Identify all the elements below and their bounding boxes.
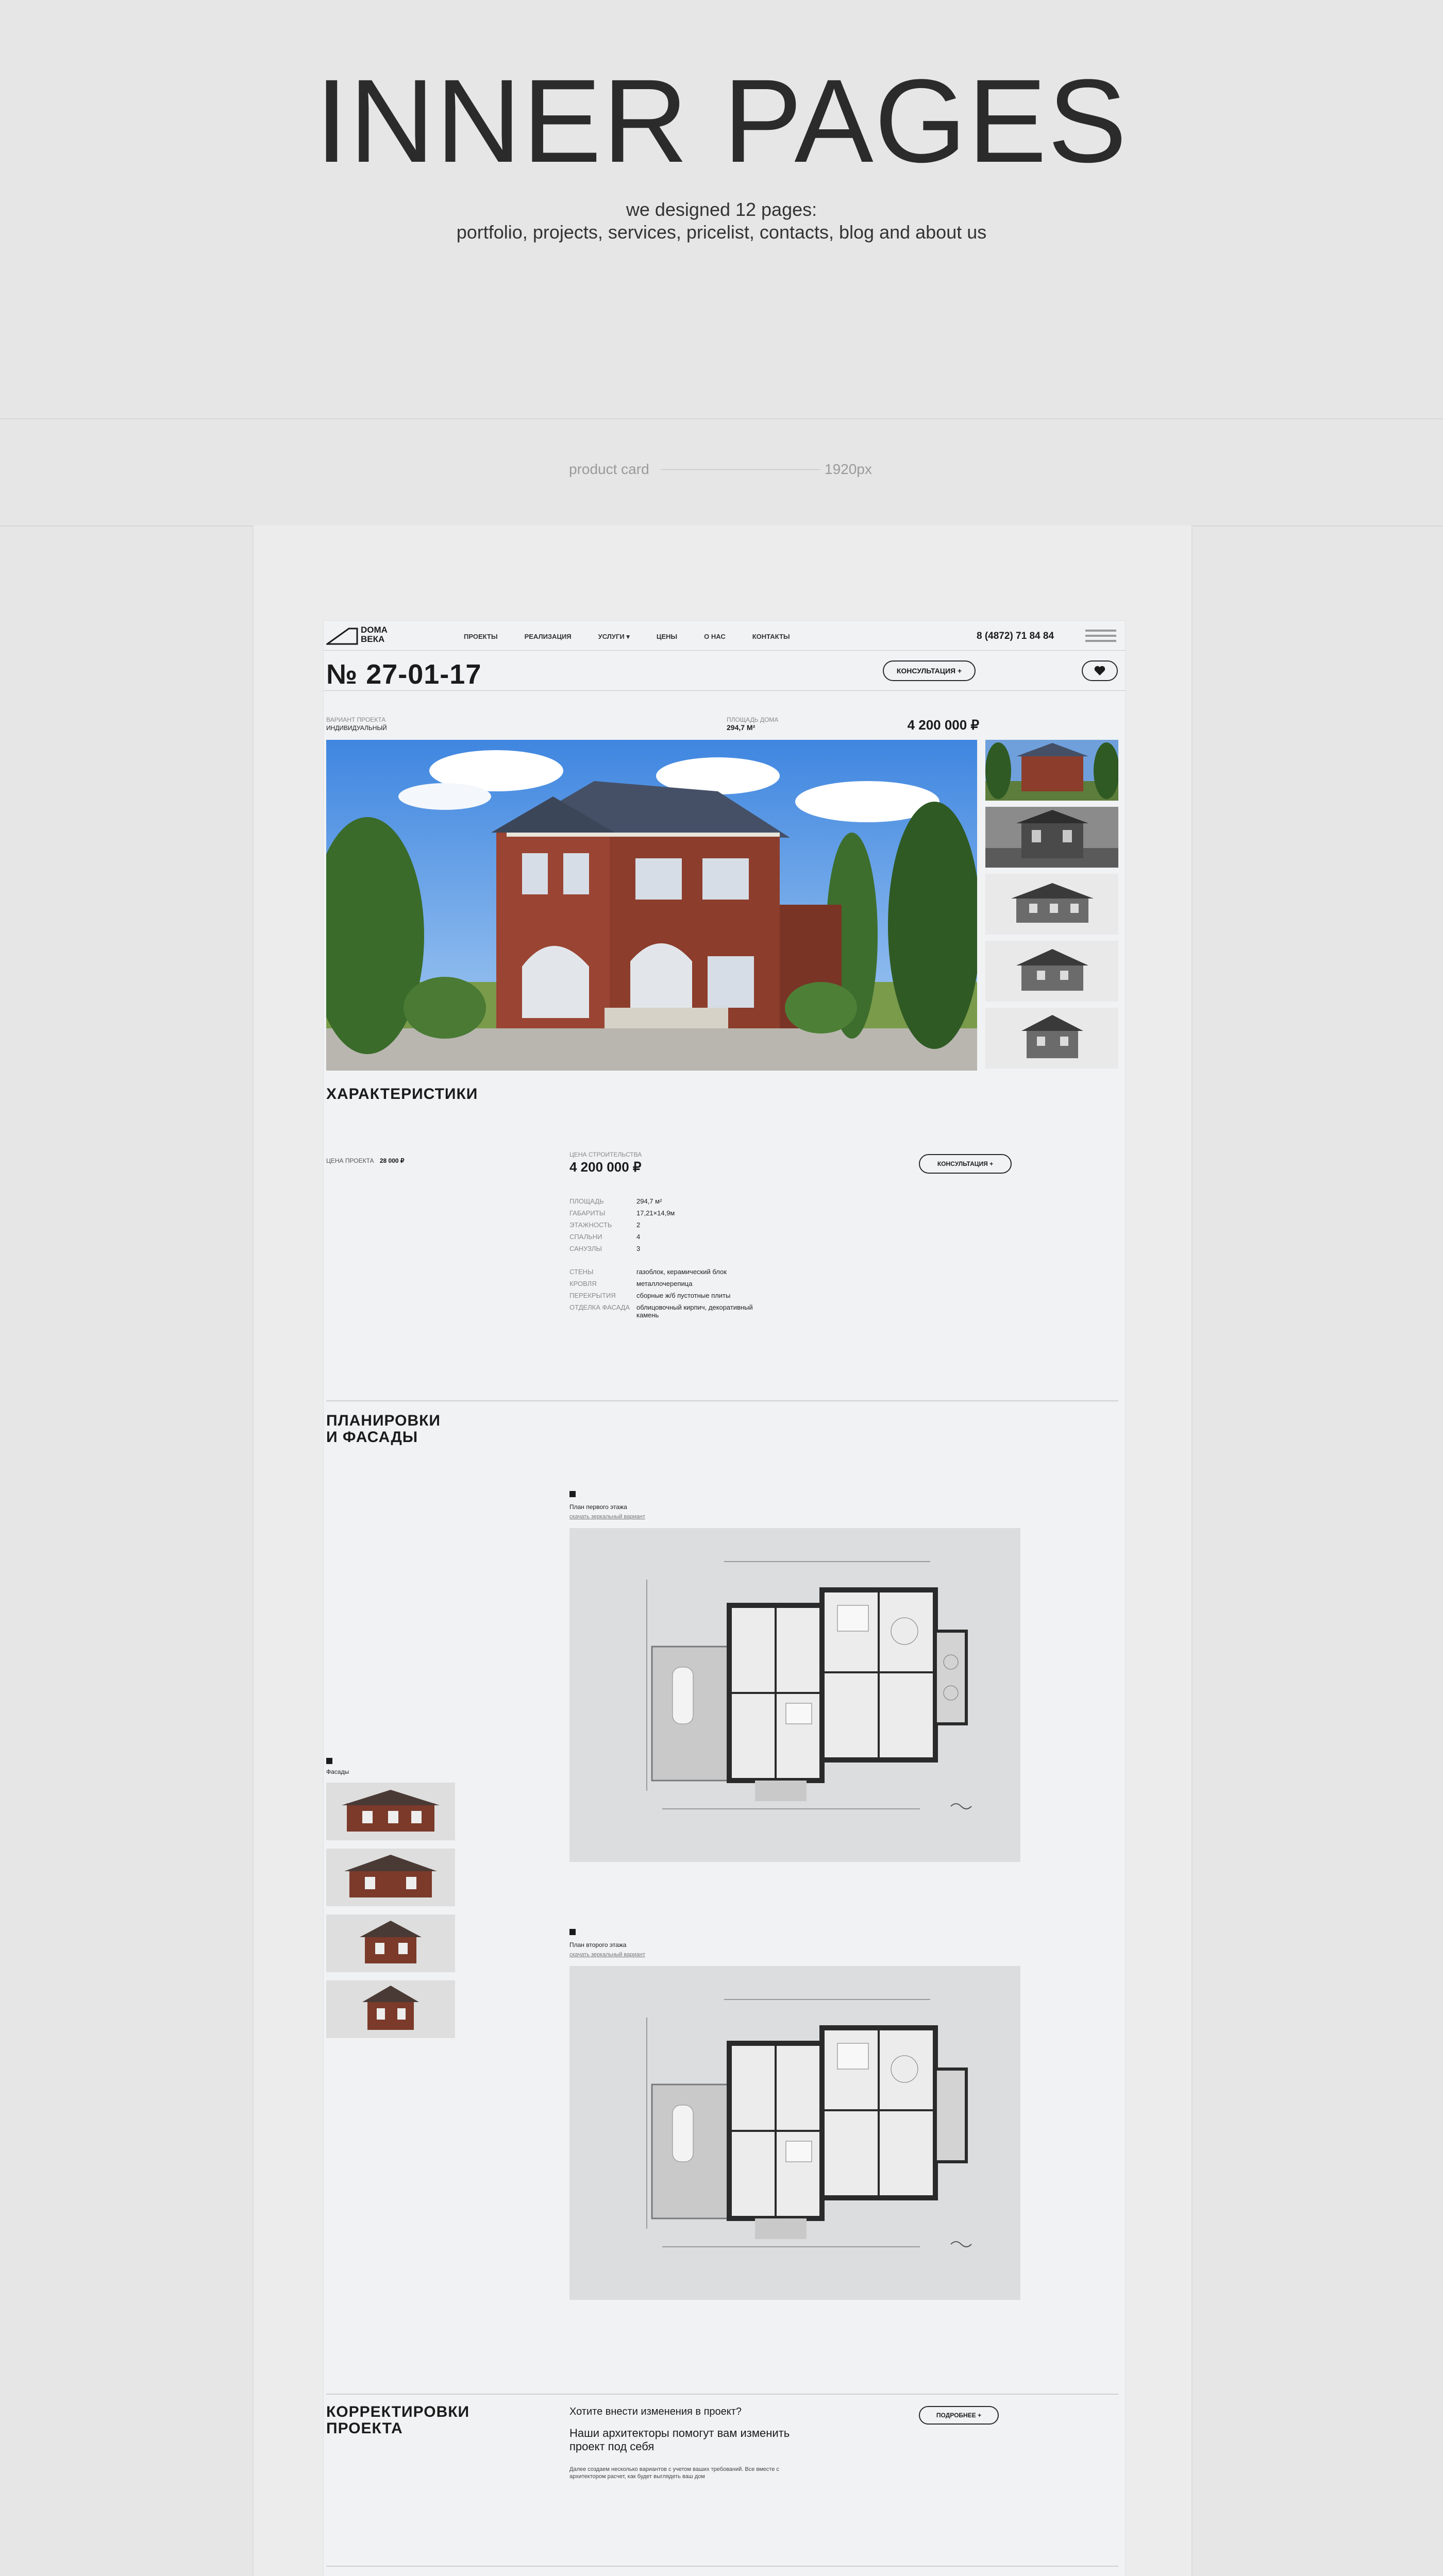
main-house-photo[interactable] — [326, 740, 977, 1071]
characteristics-title: ХАРАКТЕРИСТИКИ — [326, 1086, 478, 1103]
project-number: № 27-01-17 — [326, 659, 482, 690]
section-label-line — [661, 469, 820, 470]
spec-key: КРОВЛЯ — [569, 1280, 597, 1287]
spec-row — [569, 1197, 827, 1205]
corrections-text: Далее создаем несколько вариантов с учетом ваших требований. Все вместе с архитектором расчет, как будет выглядеть ваш дом — [569, 2466, 779, 2480]
thumb-facade-icon — [985, 874, 1118, 935]
spec-row — [569, 1303, 827, 1319]
consult-button[interactable]: КОНСУЛЬТАЦИЯ + — [883, 660, 976, 681]
spec-key: ОТДЕЛКА ФАСАДА — [569, 1303, 630, 1311]
plan1-bullet-icon — [569, 1491, 576, 1497]
floor-plan-drawing-icon — [569, 1528, 1020, 1862]
plan2-mirror-link[interactable]: скачать зеркальный вариант — [569, 1952, 645, 1958]
corrections-title-line-1: КОРРЕКТИРОВКИ — [326, 2403, 470, 2420]
spec-value: 2 — [636, 1221, 641, 1229]
facades-bullet-icon — [326, 1758, 332, 1764]
thumb-render-icon — [985, 740, 1118, 801]
variant-label: ВАРИАНТ ПРОЕКТА — [326, 716, 386, 723]
facade-thumb-3[interactable] — [326, 1914, 455, 1972]
nav-item-realization[interactable]: РЕАЛИЗАЦИЯ — [524, 633, 572, 640]
facade-render-icon — [326, 1914, 455, 1972]
section-label-right: 1920px — [825, 461, 872, 477]
nav-item-projects[interactable]: ПРОЕКТЫ — [464, 633, 498, 640]
facades-label: Фасады — [326, 1768, 349, 1775]
corrections-more-button[interactable]: ПОДРОБНЕЕ + — [919, 2406, 999, 2425]
nav-item-prices[interactable]: ЦЕНЫ — [656, 633, 678, 640]
spec-value: 294,7 м² — [636, 1197, 662, 1205]
spec-key: СТЕНЫ — [569, 1268, 594, 1276]
consult-button-2[interactable]: КОНСУЛЬТАЦИЯ + — [919, 1154, 1012, 1174]
thumb-facade-icon — [985, 1008, 1118, 1069]
main-nav — [464, 633, 790, 641]
floor-plan-2[interactable] — [569, 1966, 1020, 2300]
spec-row — [569, 1280, 827, 1287]
corrections-title — [326, 2404, 469, 2437]
plans-title-line-2: И ФАСАДЫ — [326, 1429, 418, 1446]
spec-key: ПЕРЕКРЫТИЯ — [569, 1292, 616, 1299]
spec-value: 3 — [636, 1245, 641, 1252]
spec-key: СПАЛЬНИ — [569, 1233, 602, 1241]
spec-row — [569, 1209, 827, 1217]
header-divider — [324, 650, 1125, 651]
hero-subtitle-line-1: we designed 12 pages: — [626, 199, 817, 220]
spec-row — [569, 1268, 827, 1276]
house-render-image — [326, 740, 977, 1071]
divider — [0, 418, 1443, 419]
thumbnail-strip — [985, 740, 1118, 1069]
project-price-label-text: ЦЕНА ПРОЕКТА — [326, 1157, 374, 1164]
corrections-question: Хотите внести изменения в проект? — [569, 2406, 742, 2417]
menu-burger-icon[interactable] — [1085, 630, 1116, 643]
spec-row — [569, 1221, 827, 1229]
spec-row — [569, 1233, 827, 1241]
title-divider — [324, 690, 1125, 691]
specs-list — [569, 1197, 827, 1319]
area-label: ПЛОЩАДЬ ДОМА — [727, 716, 779, 723]
spec-value: газоблок, керамический блок — [636, 1268, 727, 1276]
thumbnail-1[interactable] — [985, 740, 1118, 801]
thumbnail-5[interactable] — [985, 1008, 1118, 1069]
variant-value: ИНДИВИДУАЛЬНЫЙ — [326, 724, 387, 732]
hero-title: INNER PAGES — [315, 55, 1128, 187]
section-divider — [326, 2394, 1118, 2395]
header-phone[interactable]: 8 (4872) 71 84 84 — [977, 631, 1054, 641]
thumb-render-icon — [985, 807, 1118, 868]
thumbnail-4[interactable] — [985, 941, 1118, 1002]
logo-text: DOMA ВЕКА — [361, 625, 388, 644]
floor-plan-1[interactable] — [569, 1528, 1020, 1862]
project-price-value: 28 000 ₽ — [379, 1157, 405, 1164]
spec-value: облицовочный кирпич, декоративный камень — [636, 1303, 753, 1319]
corrections-title-line-2: ПРОЕКТА — [326, 2420, 403, 2437]
hero-subtitle-line-2: portfolio, projects, services, pricelist, contacts, blog and about us — [456, 222, 987, 243]
spec-value: 4 — [636, 1233, 641, 1241]
section-divider — [326, 1400, 1118, 1401]
spec-key: ГАБАРИТЫ — [569, 1209, 606, 1217]
thumb-facade-icon — [985, 941, 1118, 1002]
spec-value: 17,21×14,9м — [636, 1209, 675, 1217]
section-divider — [326, 2566, 1118, 2567]
nav-item-contacts[interactable]: КОНТАКТЫ — [752, 633, 790, 640]
facade-thumb-2[interactable] — [326, 1849, 455, 1906]
plans-title — [326, 1413, 441, 1446]
spec-row — [569, 1245, 827, 1252]
nav-item-about[interactable]: О НАС — [704, 633, 726, 640]
facade-render-icon — [326, 1783, 455, 1840]
plans-title-line-1: ПЛАНИРОВКИ — [326, 1412, 441, 1429]
section-label-left: product card — [569, 461, 649, 477]
construction-price-value: 4 200 000 ₽ — [569, 1159, 642, 1175]
spec-row — [569, 1292, 827, 1299]
plan1-label: План первого этажа — [569, 1503, 627, 1511]
thumbnail-3[interactable] — [985, 874, 1118, 935]
floor-plan-drawing-icon — [569, 1966, 1020, 2300]
facade-thumb-4[interactable] — [326, 1980, 455, 2038]
facade-thumb-1[interactable] — [326, 1783, 455, 1840]
project-price-label — [326, 1157, 405, 1164]
spec-key: САНУЗЛЫ — [569, 1245, 602, 1252]
favorite-button[interactable] — [1082, 660, 1118, 681]
facade-thumbnails — [326, 1783, 455, 2038]
spec-value: сборные ж/б пустотные плиты — [636, 1292, 731, 1299]
plan2-label: План второго этажа — [569, 1941, 627, 1948]
nav-item-services[interactable]: УСЛУГИ ▾ — [598, 633, 630, 640]
area-value: 294,7 М² — [727, 723, 756, 732]
spec-value: металлочерепица — [636, 1280, 693, 1287]
plan1-mirror-link[interactable]: скачать зеркальный вариант — [569, 1514, 645, 1520]
plan2-bullet-icon — [569, 1929, 576, 1935]
spec-key: ПЛОЩАДЬ — [569, 1197, 604, 1205]
facade-render-icon — [326, 1980, 455, 2038]
corrections-lead: Наши архитекторы помогут вам изменить проект под себя — [569, 2427, 790, 2453]
facade-render-icon — [326, 1849, 455, 1906]
construction-price-label: ЦЕНА СТРОИТЕЛЬСТВА — [569, 1151, 642, 1158]
thumbnail-2[interactable] — [985, 807, 1118, 868]
hero-subtitle — [0, 198, 1443, 244]
spec-key: ЭТАЖНОСТЬ — [569, 1221, 612, 1229]
heart-icon — [1094, 666, 1105, 676]
main-price: 4 200 000 ₽ — [907, 717, 979, 733]
